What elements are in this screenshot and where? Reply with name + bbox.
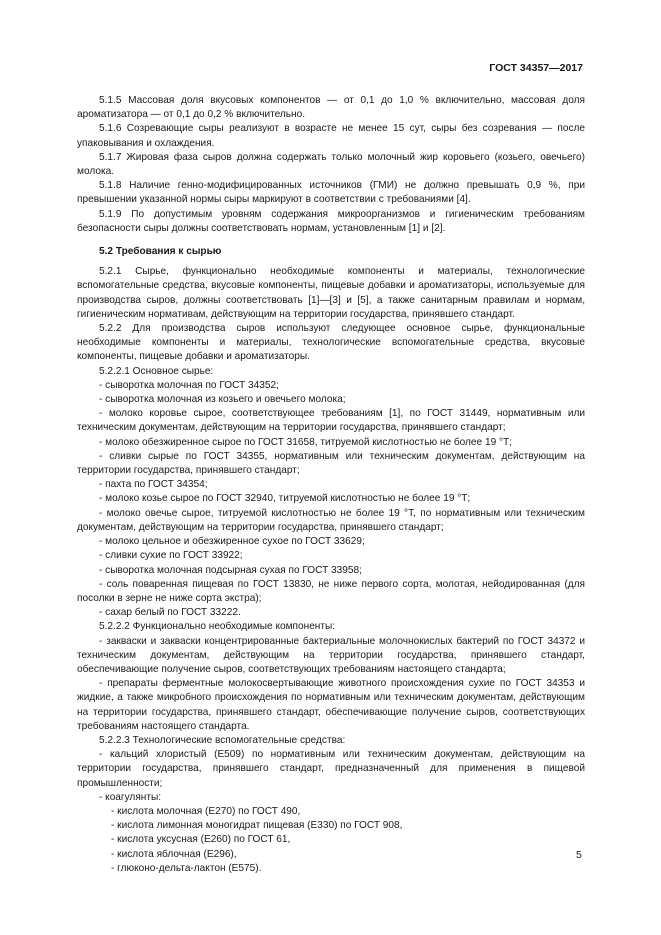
list-item: - коагулянты: <box>99 791 162 803</box>
paragraph-5-1-7: 5.1.7 Жировая фаза сыров должна содержать только молочный жир коровьего (козьего, овечьего) молока. <box>77 151 585 178</box>
list-item: - закваски и закваски концентрированные бактериальные молочнокислых бактерий по ГОСТ 34372 и техническим документам, действующим на территории государства, принявшего стандарт, обеспечивающие получение сыров, соответствующих требованиям настоящего стандарта; <box>77 635 585 675</box>
list-item: - препараты ферментные молокосвертывающие животного происхождения сухие по ГОСТ 34353 и жидкие, а также микробного происхождения по нормативным или техническим документам, действующим на территории государства, принявшего стандарт, обеспечивающие получение сыров, соответствующих требованиям настоящего стандарта. <box>77 678 585 732</box>
list-item: - соль поваренная пищевая по ГОСТ 13830, не ниже первого сорта, молотая, нейодированная (для посолки в зерне не ниже сорта экстра); <box>77 578 585 604</box>
list-item: - молоко цельное и обезжиренное сухое по ГОСТ 33629; <box>99 536 365 548</box>
list-item: - сливки сырые по ГОСТ 34355, нормативным или техническим документам, действующим на территории государства, принявшего стандарт; <box>77 450 585 477</box>
document-body <box>77 94 585 876</box>
paragraph-5-1-8: 5.1.8 Наличие генно-модифицированных источников (ГМИ) не должно превышать 0,9 %, при превышении указанной нормы сыры маркируют в соответствии с требованиями [4]. <box>77 180 585 206</box>
list-item: - сахар белый по ГОСТ 33222. <box>99 607 241 619</box>
sub-list-item: - кислота уксусная (Е260) по ГОСТ 61, <box>111 834 291 846</box>
list-item: - пахта по ГОСТ 34354; <box>99 479 208 491</box>
sub-list-item: - кислота лимонная моногидрат пищевая (Е330) по ГОСТ 908, <box>111 820 403 832</box>
sub-list-item: - кислота яблочная (Е296), <box>111 848 237 860</box>
paragraph-5-1-9: 5.1.9 По допустимым уровням содержания микроорганизмов и гигиеническим требованиям безопасности сыры должны соответствовать нормам, установленным [1] и [2]. <box>77 208 585 234</box>
paragraph-5-2-2-1: 5.2.2.1 Основное сырье: <box>99 365 214 377</box>
paragraph-5-2-2: 5.2.2 Для производства сыров используют следующее основное сырье, функциональные необходимые компоненты и материалы, технологические вспомогательные средства, вкусовые компоненты, пищевые добавки и ароматизаторы. <box>77 323 585 363</box>
list-item: - сыворотка молочная из козьего и овечьего молока; <box>99 394 346 406</box>
paragraph-5-2-1: 5.2.1 Сырье, функционально необходимые компоненты и материалы, технологические вспомогательные средства, вкусовые компоненты, пищевые добавки и ароматизаторы, используемые для производства сыров, должны соответствовать [1]—[3] и [5], а также санитарным правилам и нормам, гигиеническим нормативам, действующим на территории государства, принявшего стандарт. <box>77 266 585 320</box>
list-item: - молоко обезжиренное сырое по ГОСТ 31658, титруемой кислотностью не более 19 °Т; <box>99 436 513 448</box>
list-item: - кальций хлористый (Е509) по нормативным или техническим документам, действующим на территории государства, принявшего стандарт, предназначенный для применения в пищевой промышленности; <box>77 749 585 789</box>
paragraph-5-2-2-2: 5.2.2.2 Функционально необходимые компоненты: <box>99 621 336 633</box>
list-item: - сыворотка молочная по ГОСТ 34352; <box>99 379 279 391</box>
list-item: - молоко овечье сырое, титруемой кислотностью не более 19 °Т, по нормативным или техническим документам, действующим на территории государства, принявшего стандарт; <box>77 507 585 533</box>
paragraph-5-2-2-3: 5.2.2.3 Технологические вспомогательные средства: <box>99 734 346 746</box>
paragraph-5-1-5: 5.1.5 Массовая доля вкусовых компонентов — от 0,1 до 1,0 % включительно, массовая доля ароматизатора — от 0,1 до 0,2 % включительно. <box>77 95 585 121</box>
list-item: - молоко коровье сырое, соответствующее требованиям [1], по ГОСТ 31449, нормативным или техническим документам, действующим на территории государства, принявшего стандарт; <box>77 408 585 434</box>
sub-list-item: - кислота молочная (Е270) по ГОСТ 490, <box>111 805 301 817</box>
list-item: - сливки сухие по ГОСТ 33922; <box>99 550 243 562</box>
page-number: 5 <box>576 849 582 861</box>
sub-list-item: - глюконо-дельта-лактон (Е575). <box>111 862 262 874</box>
list-item: - сыворотка молочная подсырная сухая по ГОСТ 33958; <box>99 564 362 576</box>
section-title: 5.2 Требования к сырью <box>99 246 222 258</box>
list-item: - молоко козье сырое по ГОСТ 32940, титруемой кислотностью не более 19 °Т; <box>99 493 471 505</box>
document-header: ГОСТ 34357—2017 <box>489 62 583 74</box>
paragraph-5-1-6: 5.1.6 Созревающие сыры реализуют в возрасте не менее 15 сут, сыры без созревания — после упаковывания и охлаждения. <box>77 123 585 149</box>
